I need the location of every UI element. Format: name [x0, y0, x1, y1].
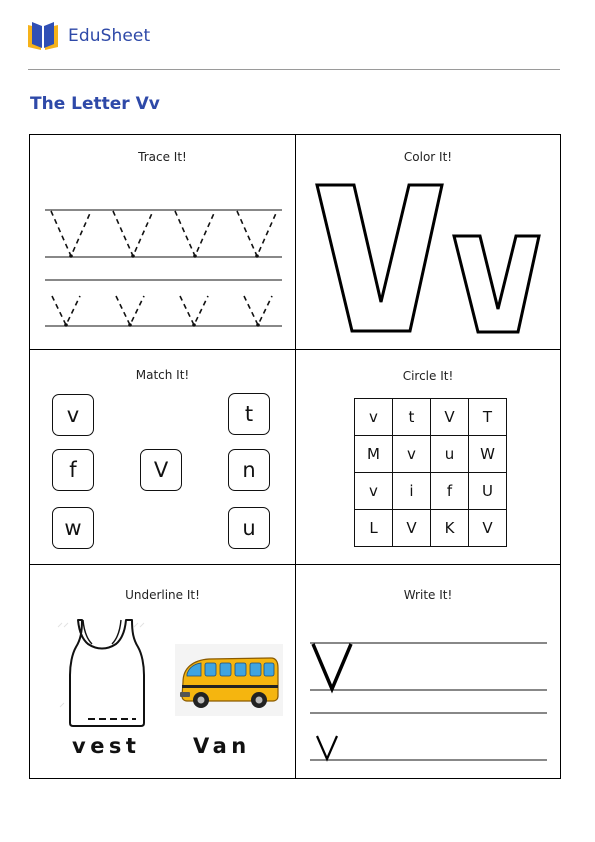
write-example-lower-v: [317, 736, 337, 759]
match-tile-left-3[interactable]: w: [52, 507, 94, 549]
brand: [27, 21, 150, 51]
brand-name: EduSheet: [68, 26, 151, 46]
trace-section: [30, 135, 295, 349]
page-title: The Letter Vv: [30, 94, 160, 114]
circle-row-1: [355, 399, 507, 436]
circle-letter[interactable]: U: [469, 473, 507, 510]
circle-row-4: [355, 510, 507, 547]
write-example-upper-v: [313, 644, 351, 689]
match-tile-left-1[interactable]: v: [52, 394, 94, 436]
write-section: [296, 565, 560, 778]
underline-title: Underline It!: [125, 588, 200, 602]
circle-letter[interactable]: M: [355, 436, 393, 473]
circle-letter[interactable]: u: [431, 436, 469, 473]
color-section: [296, 135, 560, 349]
trace-guide-lower-3: [180, 296, 208, 325]
match-tile-right-1[interactable]: t: [228, 393, 270, 435]
circle-letter[interactable]: W: [469, 436, 507, 473]
word-van[interactable]: Van: [193, 734, 251, 758]
circle-row-2: [355, 436, 507, 473]
write-title: Write It!: [403, 588, 453, 602]
match-title: Match It!: [135, 368, 190, 382]
circle-letter[interactable]: V: [393, 510, 431, 547]
circle-letter[interactable]: V: [431, 399, 469, 436]
circle-title: Circle It!: [402, 369, 454, 383]
color-letters[interactable]: [296, 135, 560, 349]
trace-guide-upper-2: [113, 211, 153, 256]
trace-title: Trace It!: [138, 150, 187, 164]
underline-section: [30, 565, 295, 778]
circle-letter[interactable]: K: [431, 510, 469, 547]
match-tile-middle[interactable]: V: [140, 449, 182, 491]
worksheet-grid: [29, 134, 561, 779]
bus-icon: [175, 644, 283, 716]
circle-section: [296, 350, 560, 564]
trace-guide-upper-1: [51, 211, 91, 256]
write-lines[interactable]: [296, 565, 560, 778]
circle-letter[interactable]: f: [431, 473, 469, 510]
trace-guide-lower-4: [244, 296, 272, 325]
circle-letter[interactable]: v: [393, 436, 431, 473]
trace-guide-lower-1: [52, 296, 80, 325]
circle-letter[interactable]: v: [355, 399, 393, 436]
color-title: Color It!: [403, 150, 453, 164]
circle-row-3: [355, 473, 507, 510]
trace-lines[interactable]: [30, 135, 295, 349]
outline-letter-upper-v: [317, 185, 442, 331]
open-book-icon: [27, 21, 59, 51]
circle-letter[interactable]: T: [469, 399, 507, 436]
header-divider: [28, 69, 560, 70]
circle-letter[interactable]: t: [393, 399, 431, 436]
circle-letter[interactable]: i: [393, 473, 431, 510]
match-section: [30, 350, 295, 564]
match-tile-right-3[interactable]: u: [228, 507, 270, 549]
vest-icon: [52, 617, 152, 732]
trace-guide-upper-3: [175, 211, 215, 256]
trace-guide-upper-4: [237, 211, 277, 256]
trace-guide-lower-2: [116, 296, 144, 325]
circle-letter-grid: [354, 398, 507, 547]
outline-letter-lower-v: [454, 236, 539, 332]
circle-letter[interactable]: V: [469, 510, 507, 547]
match-tile-right-2[interactable]: n: [228, 449, 270, 491]
word-vest[interactable]: vest: [72, 734, 141, 758]
circle-letter[interactable]: L: [355, 510, 393, 547]
match-tile-left-2[interactable]: f: [52, 449, 94, 491]
circle-letter[interactable]: v: [355, 473, 393, 510]
